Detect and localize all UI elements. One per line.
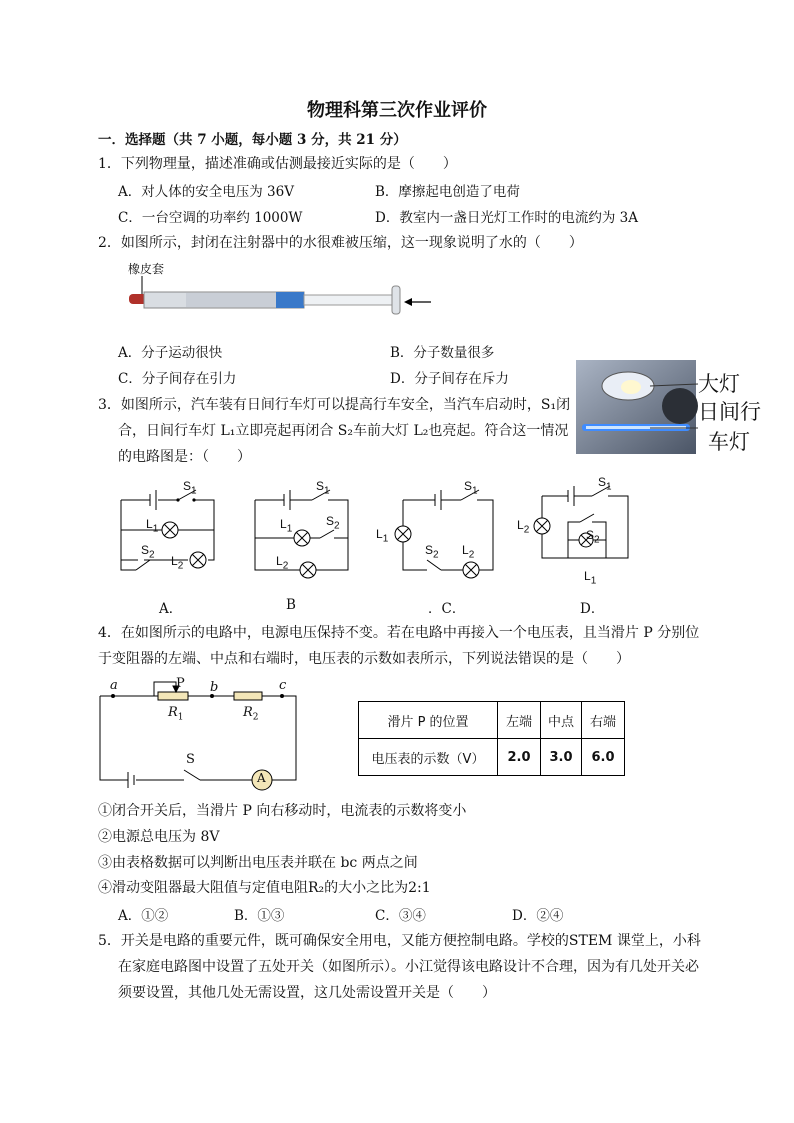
q1-option-d: D．教室内一盏日光灯工作时的电流约为 3A: [375, 210, 638, 226]
circuit-b-l2: $L_2$: [276, 554, 289, 572]
circuit-b-s2: $S_2$: [326, 514, 340, 532]
photo-pointer-lines: [650, 360, 710, 454]
photo-label-headlight: 大灯: [698, 372, 740, 396]
syringe-figure: [126, 276, 446, 326]
q4-line2: 于变阻器的左端、中点和右端时，电压表的示数如表所示，下列说法错误的是（ ）: [98, 651, 630, 667]
table-header-cell: 滑片 P 的位置: [359, 702, 498, 739]
voltage-table: [358, 701, 625, 776]
q3-line2: 合，日间行车灯 L₁立即亮起再闭合 S₂车前大灯 L₂也亮起。符合这一情况: [118, 423, 569, 439]
q2-stem: 2．如图所示，封闭在注射器中的水很难被压缩，这一现象说明了水的（ ）: [98, 235, 583, 251]
q4-statement-1: ①闭合开关后，当滑片 P 向右移动时，电流表的示数将变小: [98, 803, 467, 819]
resistor-r1-label: $R_1$: [168, 705, 184, 723]
q4-option-d: D．②④: [512, 908, 564, 924]
section-heading: 一．选择题（共 7 小题，每小题 3 分，共 21 分）: [98, 132, 407, 148]
q3-option-a-label: A．: [159, 601, 183, 617]
circuit-a-s2: $S_2$: [141, 543, 155, 561]
q4-statement-2: ②电源总电压为 8V: [98, 829, 220, 845]
circuit-a-l2: $L_2$: [171, 554, 184, 572]
q3-option-b-label: B: [286, 597, 296, 613]
point-b: b: [210, 680, 219, 695]
circuit-d-s1: $S_1$: [598, 475, 612, 493]
q4-option-c: C．③④: [375, 908, 426, 924]
table-row: [359, 702, 625, 739]
q5-line2: 在家庭电路图中设置了五处开关（如图所示）。小江觉得该电路设计不合理，因为有几处开关必: [118, 959, 699, 975]
q3-line1: 3．如图所示，汽车装有日间行车灯可以提高行车安全，当汽车启动时，S₁闭: [98, 397, 571, 413]
q4-option-b: B．①③: [234, 908, 285, 924]
table-row: [359, 739, 625, 776]
table-cell: 6.0: [582, 739, 625, 776]
table-cell: 2.0: [498, 739, 541, 776]
circuit-d-l2: $L_2$: [517, 518, 530, 536]
q4-statement-3: ③由表格数据可以判断出电压表并联在 bc 两点之间: [98, 855, 418, 871]
table-cell: 电压表的示数（V）: [359, 739, 498, 776]
table-header-cell: 中点: [541, 702, 582, 739]
q3-option-c-label: ．C．: [428, 601, 466, 617]
circuit-c: [383, 480, 498, 580]
table-header-cell: 右端: [582, 702, 625, 739]
circuit-c-s1: $S_1$: [464, 479, 478, 497]
resistor-r2-label: $R_2$: [243, 705, 259, 723]
q2-option-b: B．分子数量很多: [390, 345, 495, 361]
circuit-c-l1: $L_1$: [376, 527, 389, 545]
page-title: 物理科第三次作业评价: [307, 100, 487, 121]
circuit-b-l1: $L_1$: [280, 517, 293, 535]
circuit-a-l1: $L_1$: [146, 517, 159, 535]
q4-circuit: [96, 676, 306, 786]
circuit-d-l1: $L_1$: [584, 569, 597, 587]
q5-line3: 须要设置，其他几处无需设置，这几处需设置开关是（ ）: [118, 985, 496, 1001]
circuit-b: [250, 480, 360, 580]
circuit-a-s1: $S_1$: [183, 479, 197, 497]
point-c: c: [279, 678, 287, 693]
table-cell: 3.0: [541, 739, 582, 776]
slider-p: P: [176, 676, 185, 691]
photo-label-daytime-2: 车灯: [708, 430, 750, 454]
q4-statement-4: ④滑动变阻器最大阻值与定值电阻R₂的大小之比为2:1: [98, 880, 431, 896]
q3-option-d-label: D．: [580, 601, 605, 617]
q3-line3: 的电路图是：（ ）: [118, 449, 251, 465]
q4-line1: 4．在如图所示的电路中，电源电压保持不变。若在电路中再接入一个电压表，且当滑片 P 分别位: [98, 625, 700, 641]
q1-option-c: C．一台空调的功率约 1000W: [118, 210, 303, 226]
q1-option-b: B．摩擦起电创造了电荷: [375, 184, 520, 200]
ammeter-label: A: [257, 771, 266, 785]
switch-s-label: S: [186, 752, 195, 767]
circuit-d-s2: $S_2$: [586, 528, 600, 546]
q1-option-a: A．对人体的安全电压为 36V: [118, 184, 294, 200]
point-a: a: [110, 678, 118, 693]
circuit-c-s2: $S_2$: [425, 543, 439, 561]
q4-option-a: A．①②: [118, 908, 169, 924]
q2-option-a: A．分子运动很快: [118, 345, 223, 361]
table-header-cell: 左端: [498, 702, 541, 739]
q5-line1: 5．开关是电路的重要元件，既可确保安全用电，又能方便控制电路。学校的STEM 课堂上，小科: [98, 933, 701, 949]
circuit-b-s1: $S_1$: [316, 479, 330, 497]
q2-option-d: D．分子间存在斥力: [390, 371, 509, 387]
syringe-label: 橡皮套: [128, 262, 165, 276]
circuit-c-l2: $L_2$: [462, 543, 475, 561]
photo-label-daytime-1: 日间行: [698, 400, 761, 424]
q1-stem: 1．下列物理量，描述准确或估测最接近实际的是（ ）: [98, 156, 457, 172]
q2-option-c: C．分子间存在引力: [118, 371, 237, 387]
